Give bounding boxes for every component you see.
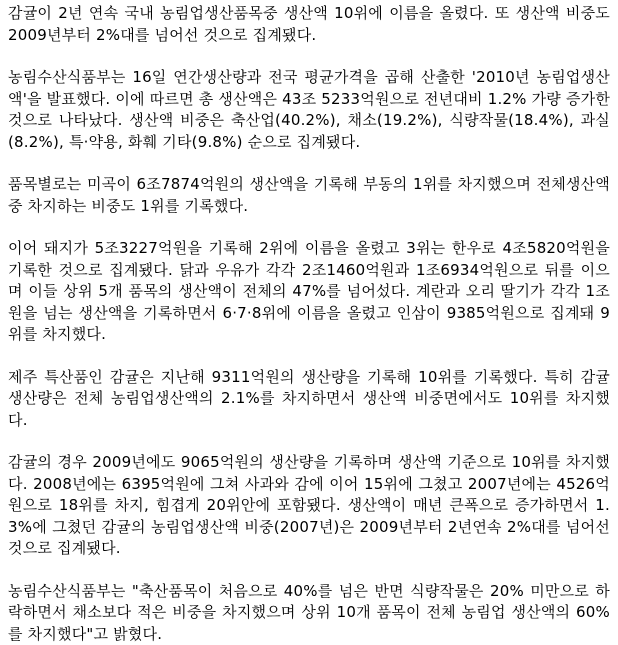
article-paragraph: 품목별로는 미곡이 6조7874억원의 생산액을 기록해 부동의 1위를 차지했으며 전체생산액 중 차지하는 비중도 1위를 기록했다. [8, 174, 610, 217]
article-paragraph: 농림수산식품부는 "축산품목이 처음으로 40%를 넘은 반면 식량작물은 20% 미만으로 하락하면서 채소보다 적은 비중을 차지했으며 상위 10개 품목이 전체 농림업 생산액의 60%를 차지했다"고 밝혔다. [8, 581, 610, 645]
article-paragraph: 제주 특산품인 감귤은 지난해 9311억원의 생산량을 기록해 10위를 기록했다. 특히 감귤 생산량은 전체 농림업생산액의 2.1%를 차지하면서 생산액 비중면에서도 10위를 차지했다. [8, 367, 610, 432]
article-paragraph: 감귤이 2년 연속 국내 농림업생산품목중 생산액 10위에 이름을 올렸다. 또 생산액 비중도 2009년부터 2%대를 넘어선 것으로 집계됐다. [8, 3, 610, 46]
article-paragraph: 감귤의 경우 2009년에도 9065억원의 생산량을 기록하며 생산액 기준으로 10위를 차지했다. 2008년에는 6395억원에 그쳐 사과와 감에 이어 15위에 그쳤고 2007년에는 4526억원으로 18위를 차지, 힘겹게 20위안에 포함됐다. 생산액이 매년 큰폭으로 증가하면서 1.3%에 그쳤던 감귤의 농림업생산액 비중(2007년)은 2009년부터 2년연속 2%대를 넘어선 것으로 집계됐다. [8, 452, 610, 560]
article-paragraph: 이어 돼지가 5조3227억원을 기록해 2위에 이름을 올렸고 3위는 한우로 4조5820억원을 기록한 것으로 집계됐다. 닭과 우유가 각각 2조1460억원과 1조6934억원으로 뒤를 이으며 이들 상위 5개 품목의 생산액이 전체의 47%를 넘어섰다. 계란과 오리 딸기가 각각 1조원을 넘는 생산액을 기록하면서 6·7·8위에 이름을 올렸고 인삼이 9385억원으로 집계돼 9위를 차지했다. [8, 238, 610, 346]
article-paragraph: 농림수산식품부는 16일 연간생산량과 전국 평균가격을 곱해 산출한 '2010년 농림업생산액'을 발표했다. 이에 따르면 총 생산액은 43조 5233억원으로 전년대비 1.2% 가량 증가한 것으로 나타났다. 생산액 비중은 축산업(40.2%), 채소(19.2%), 식량작물(18.4%), 과실(8.2%), 특·약용, 화훼 기타(9.8%) 순으로 집계됐다. [8, 67, 610, 153]
